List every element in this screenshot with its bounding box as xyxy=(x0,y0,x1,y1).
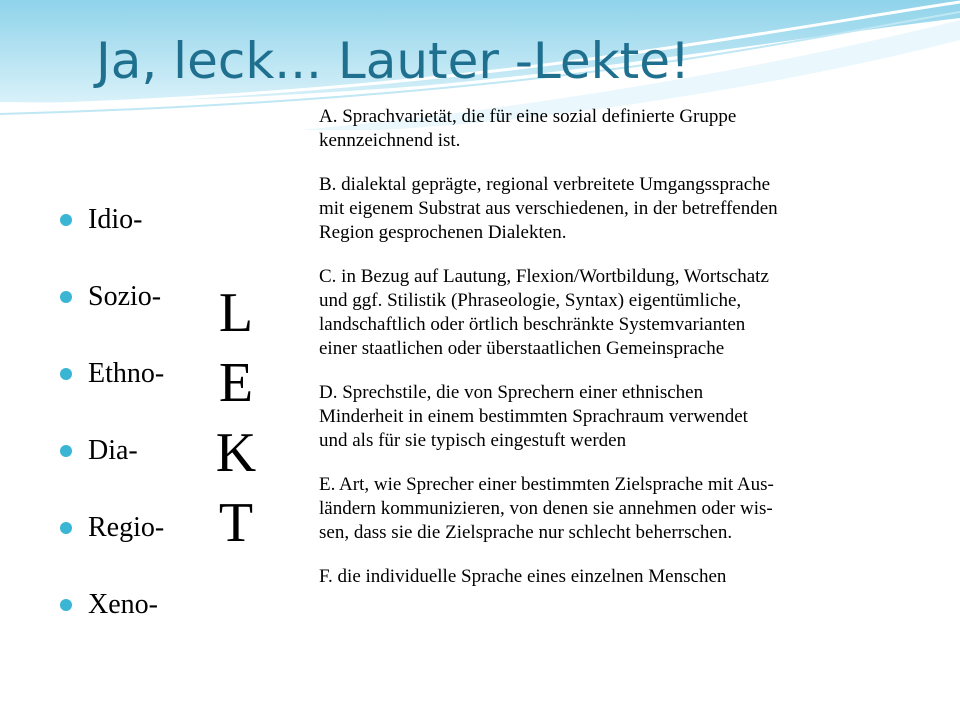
prefix-item-dia xyxy=(60,431,164,508)
bullet-dot-icon xyxy=(60,599,72,611)
definition-line: A. Sprachvarietät, die für eine sozial definierte Gruppe xyxy=(319,106,737,127)
definition-line: sen, dass sie die Zielsprache nur schlecht beherrschen. xyxy=(319,522,733,543)
vertical-letter: K xyxy=(215,422,257,484)
bullet-dot-icon xyxy=(60,522,72,534)
prefix-label: Idio- xyxy=(88,204,143,235)
definition-e xyxy=(319,473,953,545)
bullet-dot-icon xyxy=(60,368,72,380)
prefix-label: Dia- xyxy=(88,435,138,466)
prefix-item-xeno xyxy=(60,585,164,662)
definition-line: Minderheit in einem bestimmten Sprachraum verwendet xyxy=(319,406,748,427)
definition-line: D. Sprechstile, die von Sprechern einer ethnischen xyxy=(319,382,704,403)
definition-line: Region gesprochenen Dialekten. xyxy=(319,222,567,243)
prefix-item-regio xyxy=(60,508,164,585)
prefix-item-idio xyxy=(60,200,164,277)
bullet-dot-icon xyxy=(60,214,72,226)
definition-f xyxy=(319,565,953,589)
prefix-label: Regio- xyxy=(88,512,165,543)
prefix-item-ethno xyxy=(60,354,164,431)
prefix-label: Sozio- xyxy=(88,281,162,312)
vertical-word-lekt xyxy=(206,278,266,558)
definition-line: landschaftlich oder örtlich beschränkte Systemvarianten xyxy=(319,314,746,335)
definition-line: und ggf. Stilistik (Phraseologie, Syntax) eigentümliche, xyxy=(319,290,742,311)
definitions-list xyxy=(319,105,953,609)
vertical-letter: L xyxy=(218,282,254,344)
definition-a xyxy=(319,105,953,153)
bullet-dot-icon xyxy=(60,445,72,457)
vertical-letter: T xyxy=(218,492,254,554)
definition-b xyxy=(319,173,953,245)
definition-line: C. in Bezug auf Lautung, Flexion/Wortbildung, Wortschatz xyxy=(319,266,769,287)
definition-line: und als für sie typisch eingestuft werden xyxy=(319,430,627,451)
definition-line: mit eigenem Substrat aus verschiedenen, in der betreffenden xyxy=(319,198,778,219)
definition-line: E. Art, wie Sprecher einer bestimmten Zielsprache mit Aus- xyxy=(319,474,774,495)
definition-line: F. die individuelle Sprache eines einzelnen Menschen xyxy=(319,566,727,587)
definition-line: kennzeichnend ist. xyxy=(319,130,461,151)
prefix-list xyxy=(60,200,164,662)
bullet-dot-icon xyxy=(60,291,72,303)
prefix-label: Xeno- xyxy=(88,589,158,620)
definition-line: ländern kommunizieren, von denen sie annehmen oder wis- xyxy=(319,498,773,519)
definition-line: einer staatlichen oder überstaatlichen Gemeinsprache xyxy=(319,338,725,359)
prefix-label: Ethno- xyxy=(88,358,165,389)
slide-title: Ja, leck... Lauter -Lekte! xyxy=(96,32,690,90)
definition-d xyxy=(319,381,953,453)
prefix-item-sozio xyxy=(60,277,164,354)
definition-line: B. dialektal geprägte, regional verbreitete Umgangssprache xyxy=(319,174,771,195)
vertical-letter: E xyxy=(218,352,254,414)
definition-c xyxy=(319,265,953,361)
